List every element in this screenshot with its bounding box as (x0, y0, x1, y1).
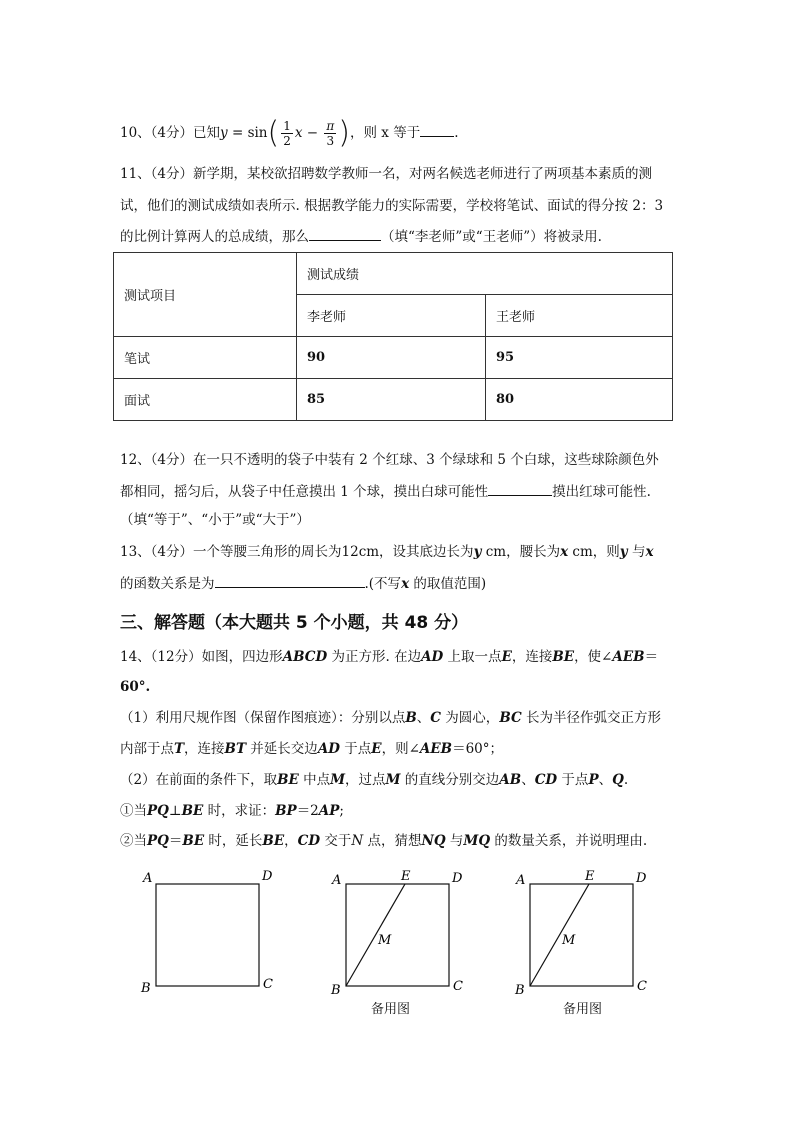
q11-answer-blank[interactable] (309, 226, 381, 241)
table-row (114, 253, 673, 295)
square-abcd (530, 884, 633, 986)
q10-right-paren: ) (338, 115, 351, 151)
q13-line-2: 的函数关系是为 .(不写x 的取值范围) (120, 573, 486, 594)
q13-line-1: 13、（4分）一个等腰三角形的周长为12cm，设其底边长为y cm，腰长为x cm，则y 与x (120, 544, 654, 560)
score-table (113, 252, 673, 421)
q12-answer-blank[interactable] (488, 481, 552, 496)
q10-y: y (220, 125, 228, 141)
label-b: B (331, 983, 341, 998)
section-3-heading: 三、解答题（本大题共 5 个小题，共 48 分） (120, 613, 469, 633)
q11-line-1: 11、（4分）新学期，某校欲招聘数学教师一名，对两名候选老师进行了两项基本素质的测 (120, 166, 653, 182)
q14-subpart-1: ①当PQ⊥BE 时，求证：BP＝2AP; (120, 803, 344, 819)
segment-be (346, 884, 405, 986)
q10-sin: = sin (227, 125, 268, 141)
figure-spare-2 (512, 866, 657, 998)
label-b: B (515, 983, 525, 998)
q10-answer-blank[interactable] (420, 122, 454, 137)
label-e: E (585, 869, 595, 884)
q10-minus: − (302, 125, 323, 141)
q14-line-1: 14、（12分）如图，四边形ABCD 为正方形. 在边AD 上取一点E，连接BE，使∠AEB＝ (120, 649, 659, 665)
figure-caption: 备用图 (563, 1002, 603, 1017)
header-teacher-wang: 王老师 (486, 295, 673, 337)
q12-line-3: （填“等于”、“小于”或“大于”） (120, 512, 310, 528)
header-test-scores: 测试成绩 (297, 253, 673, 295)
label-a: A (516, 873, 526, 888)
segment-be (530, 884, 589, 986)
label-d: D (636, 871, 647, 886)
cell-value: 90 (297, 337, 486, 379)
label-c: C (263, 977, 273, 992)
label-b: B (141, 981, 151, 996)
q13-answer-blank[interactable] (215, 573, 365, 588)
q14-subpart-2: ②当PQ＝BE 时，延长BE，CD 交于N 点，猜想NQ 与MQ 的数量关系，并说明理由. (120, 833, 648, 849)
label-m: M (378, 933, 392, 948)
q12-line-2: 都相同，摇匀后，从袋子中任意摸出 1 个球，摸出白球可能性 摸出红球可能性. (120, 481, 651, 502)
row-label: 面试 (114, 379, 297, 421)
q12-line-1: 12、（4分）在一只不透明的袋子中装有 2 个红球、3 个绿球和 5 个白球，这些球除颜色外 (120, 452, 659, 468)
q10-left-paren: ( (267, 115, 280, 151)
row-label: 笔试 (114, 337, 297, 379)
q10-fraction-half: $\frac{1}{2}$ (283, 119, 291, 148)
label-c: C (453, 979, 463, 994)
square-abcd (156, 884, 259, 986)
q10-suffix: ，则 x 等于 (350, 125, 421, 141)
label-a: A (332, 873, 342, 888)
cell-value: 85 (297, 379, 486, 421)
q10-x: x (294, 125, 303, 141)
header-teacher-li: 李老师 (297, 295, 486, 337)
figure-square (138, 866, 278, 998)
cell-value: 80 (486, 379, 673, 421)
label-d: D (262, 869, 273, 884)
figure-caption: 备用图 (371, 1002, 411, 1017)
figure-spare-1 (328, 866, 473, 998)
label-e: E (401, 869, 411, 884)
q14-line-2: 60°. (120, 679, 151, 695)
table-row (114, 337, 673, 379)
q10-fraction-pi: $\frac{\pi}{3}$ (326, 119, 335, 148)
q10-prefix: 10、（4分）已知 (120, 125, 221, 141)
cell-value: 95 (486, 337, 673, 379)
table-row (114, 379, 673, 421)
q14-part-2: （2）在前面的条件下，取BE 中点M，过点M 的直线分别交边AB、CD 于点P、Q. (120, 772, 629, 788)
label-d: D (452, 871, 463, 886)
label-a: A (143, 871, 153, 886)
label-m: M (562, 933, 576, 948)
question-10: 10、（4分）已知y = sin( $\frac{1}{2}$ x − $\frac{\pi}{3}$ )，则 x 等于 . (120, 115, 459, 151)
label-c: C (637, 979, 647, 994)
square-abcd (346, 884, 449, 986)
q14-part-1-line-2: 内部于点T，连接BT 并延长交边AD 于点E，则∠AEB＝60°； (120, 741, 504, 757)
q14-part-1-line-1: （1）利用尺规作图（保留作图痕迹）：分别以点B、C 为圆心，BC 长为半径作弧交正方形 (120, 710, 662, 726)
q11-line-2: 试，他们的测试成绩如表所示. 根据教学能力的实际需要，学校将笔试、面试的得分按 2：3 (120, 198, 664, 214)
q11-line-3: 的比例计算两人的总成绩，那么 （填“李老师”或“王老师”）将被录用. (120, 226, 602, 247)
header-test-item: 测试项目 (114, 253, 297, 337)
